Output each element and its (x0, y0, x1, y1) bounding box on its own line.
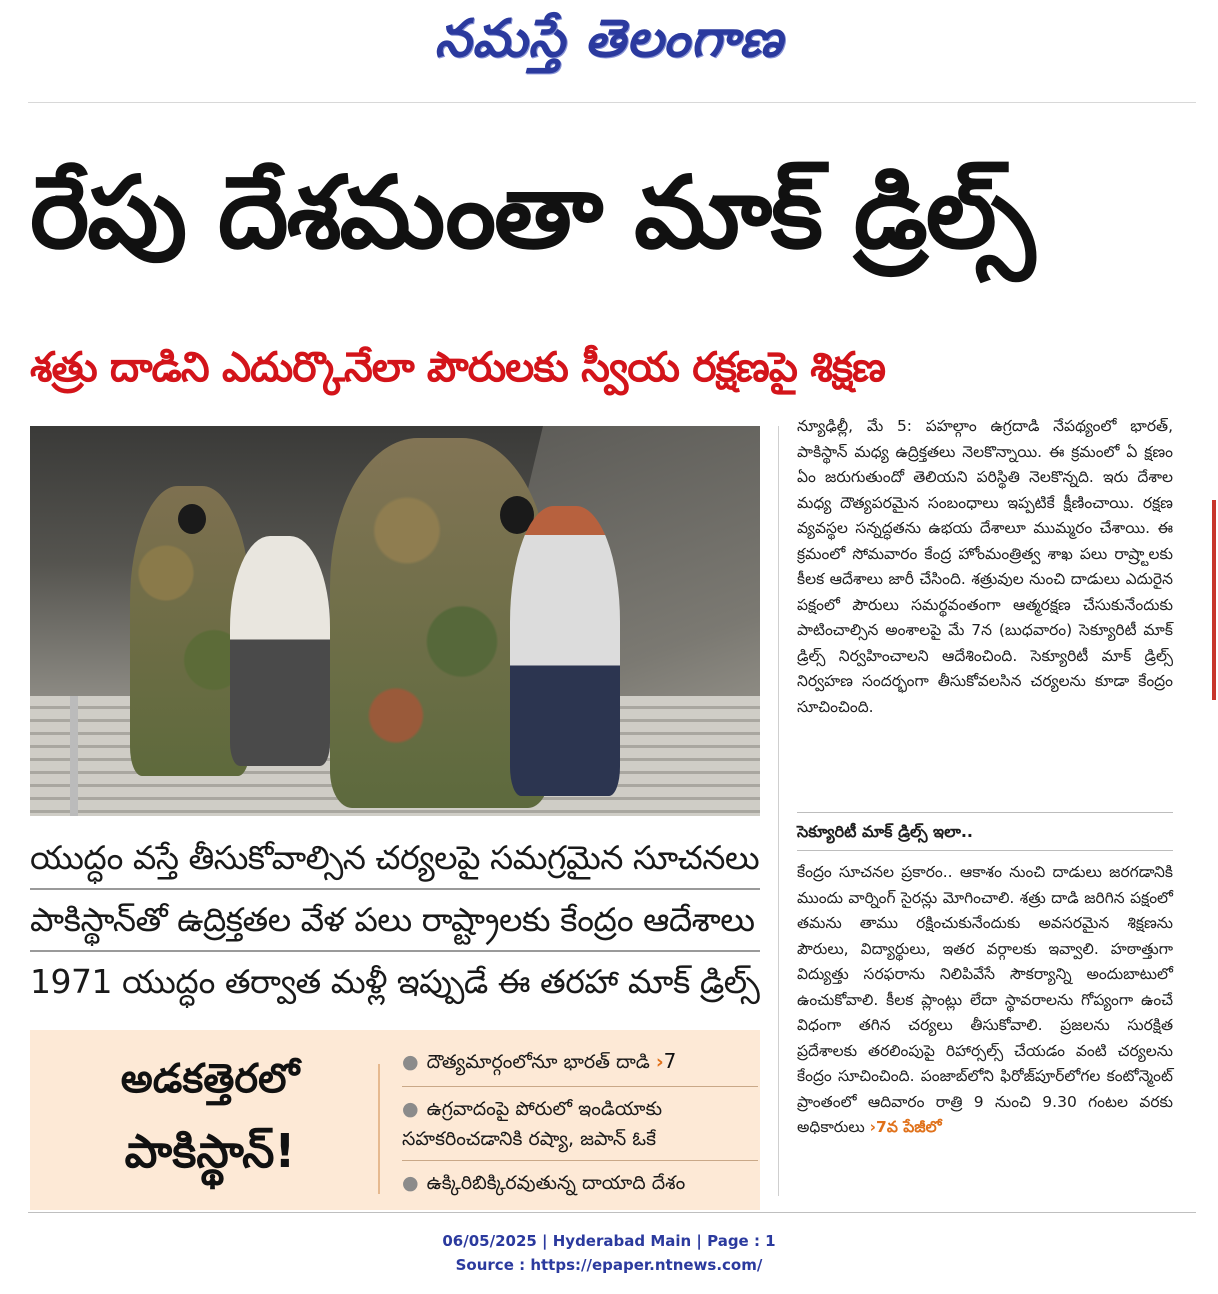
continued-arrow-icon: › (869, 1118, 877, 1136)
photo-civilian-right (510, 506, 620, 796)
bullet-icon: ● (402, 1098, 419, 1120)
summary-line-3: 1971 యుద్ధం తర్వాత మళ్లీ ఇప్పుడే ఈ తరహా మాక్ డ్రిల్స్ (30, 962, 760, 1001)
box-bullet-2 (402, 1094, 762, 1154)
bullet-divider (402, 1086, 758, 1087)
article-subhead: సెక్యూరిటీ మాక్ డ్రిల్స్ ఇలా.. (797, 822, 973, 841)
article-rule (797, 812, 1173, 813)
box-bullet-3 (402, 1168, 762, 1198)
column-divider (778, 426, 779, 1196)
photo-civilian-left (230, 536, 330, 766)
bullet-icon: ● (402, 1172, 419, 1194)
bullet-divider (402, 1160, 758, 1161)
photo-railing (70, 696, 78, 816)
main-headline: రేపు దేశమంతా మాక్ డ్రిల్స్ (30, 154, 1034, 271)
box-divider (378, 1064, 380, 1194)
box-title-line2: పాకిస్థాన్! (124, 1124, 296, 1178)
article-rule (797, 850, 1173, 851)
bullet-text: ఉగ్రవాదంపై పోరులో ఇండియాకు సహకరించడానికి రష్యా, జపాన్ ఓకే (402, 1098, 663, 1150)
bullet-text: దౌత్యమార్గంలోనూ భారత్ దాడి (426, 1051, 650, 1073)
box-bullet-1 (402, 1046, 762, 1077)
box-title-line1: అడకత్తెరలో (120, 1056, 300, 1102)
article-paragraph-1: న్యూఢిల్లీ, మే 5: పహల్గాం ఉగ్రదాడి నేపథ్యంలో భారత్, పాకిస్థాన్ మధ్య ఉద్రిక్తతలు నెలకొన్నాయి. ఈ క్రమంలో ఏ క్షణం ఏం జరుగుతుందో తెలియని పరిస్థితి నెలకొన్నది. ఇరు దేశాల మధ్య దౌత్యపరమైన సంబంధాలు ఇప్పటికే క్షీణించాయి. రక్షణ వ్యవస్థల సన్నద్ధతను ఉభయ దేశాలూ ముమ్మరం చేశాయి. ఈ క్రమంలో సోమవారం కేంద్ర హోంమంత్రిత్వ శాఖ పలు రాష్ర్టాలకు కీలక ఆదేశాలు జారీ చేసింది. శత్రువుల నుంచి దాడులు ఎదురైన పక్షంలో పౌరులు సమర్థవంతంగా ఆత్మరక్షణ చేసుకునేందుకు పాటించాల్సిన అంశాలపై మే 7న (బుధవారం) సెక్యూరిటీ మాక్ డ్రిల్స్ నిర్వహించాలని ఆదేశించింది. సెక్యూరిటీ మాక్ డ్రిల్స్ నిర్వహణ సందర్భంగా తీసుకోవలసిన చర్యలను కూడా కేంద్రం సూచించింది. (797, 417, 1173, 716)
highlight-box (30, 1030, 760, 1210)
news-photo (30, 426, 760, 816)
footer-date-edition: 06/05/2025 | Hyderabad Main | Page : 1 (442, 1232, 776, 1250)
page-edge-marker (1212, 500, 1216, 700)
gas-mask-left (178, 504, 206, 534)
summary-line-2: పాకిస్థాన్‌తో ఉద్రిక్తతల వేళ పలు రాష్ట్రాలకు కేంద్రం ఆదేశాలు (30, 900, 755, 939)
summary-divider (30, 888, 760, 890)
masthead-divider (28, 102, 1196, 103)
article-paragraph-2 (797, 860, 1173, 1141)
sub-headline: శత్రు దాడిని ఎదుర్కొనేలా పౌరులకు స్వీయ రక్షణపై శిక్షణ (30, 343, 886, 391)
summary-line-1: యుద్ధం వస్తే తీసుకోవాల్సిన చర్యలపై సమగ్రమైన సూచనలు (30, 838, 760, 877)
page-ref-number: 7 (663, 1049, 677, 1073)
bullet-icon: ● (402, 1051, 419, 1073)
footer-divider (28, 1212, 1196, 1213)
bullet-text: ఉక్కిరిబిక్కిరవుతున్న దాయాది దేశం (426, 1172, 686, 1194)
masthead-logo: నమస్తే తెలంగాణ (434, 8, 784, 69)
continued-link[interactable]: 7వ పేజీలో (876, 1118, 942, 1136)
article-paragraph-2-text: కేంద్రం సూచనల ప్రకారం.. ఆకాశం నుంచి దాడులు జరగడానికి ముందు వార్నింగ్ సైరన్లు మోగించాలి. శత్రు దాడి జరిగిన పక్షంలో తమను తాము రక్షించుకునేందుకు అవసరమైన శిక్షణను పౌరులు, విద్యార్థులు, ఇతర వర్గాలకు ఇవ్వాలి. హఠాత్తుగా విద్యుత్తు సరఫరాను నిలిపివేసే సౌకర్యాన్ని అందుబాటులో ఉంచుకోవాలి. కీలక ప్లాంట్లు లేదా స్థావరాలను గోప్యంగా ఉంచే విధంగా తగిన చర్యలు తీసుకోవాలి. ప్రజలను సురక్షిత ప్రదేశాలకు తరలింపుపై రిహార్సల్స్ చేయడం వంటి చర్యలను కేంద్రం సూచించింది. పంజాబ్‌లోని ఫిరోజ్‌పూర్‌లోగల కంటోన్మెంట్ ప్రాంతంలో ఆదివారం రాత్రి 9 నుంచి 9.30 గంటల వరకు అధికారులు (797, 863, 1173, 1136)
footer-source[interactable]: Source : https://epaper.ntnews.com/ (455, 1256, 763, 1274)
page-ref-arrow-icon: › (655, 1051, 664, 1073)
summary-divider (30, 950, 760, 952)
